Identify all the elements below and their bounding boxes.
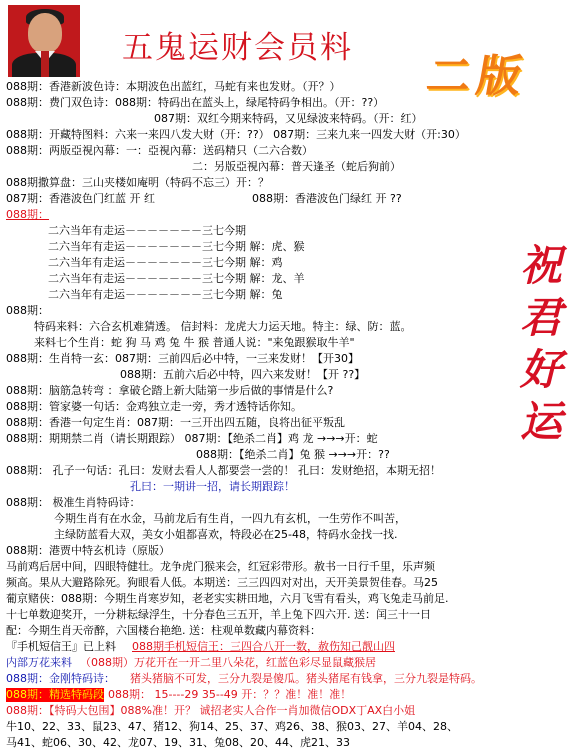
page-title: 五鬼运财会员料 xyxy=(122,30,353,66)
text-line: 088期：精选特码段 xyxy=(6,688,104,701)
portrait-tie xyxy=(41,51,49,77)
text-line: 特码来料：六合玄机难猜透。 信封料：龙虎大力运天地。特主：绿、防：蓝。 xyxy=(34,320,412,333)
text-line: 二六当年有走运－－－－－－－三七今期 解：鸡 xyxy=(48,256,283,269)
text-line: 葡京赌侠：088期：今期生肖寒岁知，老老实实耕田地，六月飞雪有看头，鸡飞兔走马前足. xyxy=(6,592,449,605)
text-line: 『手机短信王』已上料 xyxy=(6,640,116,653)
text-line: 088期：金刚特码诗： xyxy=(6,672,115,685)
text-line: 088期： 极准生肖特码诗： xyxy=(6,496,141,509)
portrait-photo xyxy=(8,5,80,77)
text-line: 088期：费门双色诗：088期：特码出在蓝头上，绿尾特码争相出。（开：??） xyxy=(6,96,385,109)
text-line: 088期：两版亞視內幕：一：亞視內幕：送码精只（二六合数） xyxy=(6,144,313,157)
text-line: 二六当年有走运－－－－－－－三七今期 xyxy=(48,224,246,237)
vertical-slogan: 祝君好运 xyxy=(519,241,562,446)
text-line: 088期：脑筋急转弯 ：拿破仑踏上新大陆第一步后做的事情是什么? xyxy=(6,384,334,397)
text-line: 088期： 孔子一句话：孔曰：发财去看人人都要尝一尝的！ 孔曰：发财绝招，本期无招！ xyxy=(6,464,441,477)
text-line: 二六当年有走运－－－－－－－三七今期 解：龙、羊 xyxy=(48,272,305,285)
text-line: 088期撒算盘：三山夹楼如庵明（特码不忘三）开：？ xyxy=(6,176,269,189)
text-line: 猪头猪脑不可发，三分九裂是傻瓜。猪头猪尾有钱拿，三分九裂是特码。 xyxy=(130,672,482,685)
text-line: 二六当年有走运－－－－－－－三七今期 解：兔 xyxy=(48,288,283,301)
text-line: 十七单数迎奖开，一分耕耘绿浮生，十分春色三五开，羊上兔下四六开. 送：闰三十一日 xyxy=(6,608,431,621)
text-line: 088期：港贾中特玄机诗（原版） xyxy=(6,544,170,557)
text-line: 087期：双红今期来特码，又见绿波来特码。（开：红） xyxy=(154,112,423,125)
text-line: 来料七个生肖：蛇 狗 马 鸡 兔 牛 猴 普通人说："来兔跟猴取牛羊" xyxy=(34,336,355,349)
text-line: 087期：香港波色门红蓝 开 红 xyxy=(6,192,155,205)
text-line: 088期：期期禁二肖（请长期跟踪） 087期：【绝杀二肖】鸡 龙 →→→开：蛇 xyxy=(6,432,378,445)
text-line: 二：另版亞視內幕：普天逢圣（蛇后狗前） xyxy=(192,160,401,173)
text-line: 088期：香港波色门绿红 开 ?? xyxy=(252,192,402,205)
text-line: 主绿防蓝看大双，美女小姐都喜欢，特段必在25-48，特码水金找一找. xyxy=(54,528,398,541)
text-line: 今期生肖有在水金，马前龙后有生肖，一四九有玄机，一生劳作不叫苦， xyxy=(54,512,406,525)
text-line: 088期：五前六后必中特，四六来发财！【开 ??】 xyxy=(120,368,366,381)
text-line: 088期： 15----29 35--49 开：？？准！准！准！ xyxy=(108,688,352,701)
text-line: 088期：【特码大包围】088%准！开？ 诚招老实人合作一肖加微信ODX丁AX白小姐 xyxy=(6,704,416,717)
text-line: 频高。果从大避路除死。狗眼看人低。本期送：三三四四对对出，天开美景贺佳春。马25 xyxy=(6,576,438,589)
text-line: 088期：【绝杀二肖】兔 猴 →→→开：?? xyxy=(196,448,390,461)
text-line: 088期：管家婆一句话：金鸡独立走一旁，秀才透特话你知。 xyxy=(6,400,302,413)
text-line: 088期：香港新波色诗：本期波色出蓝红，马蛇有来也发财。（开？） xyxy=(6,80,341,93)
portrait-face xyxy=(28,13,62,53)
text-line: 马前鸡后居中间，四眼特健壮。龙争虎门猴来会，红冠彩带形。赦书一日行千里，乐声频 xyxy=(6,560,435,573)
text-line: 088期：生肖特一玄：087期：三前四后必中特，一三来发财！【开30】 xyxy=(6,352,359,365)
text-line: 088期：香港一句定生肖：087期：一三开出四五随，良将出征平叛乱 xyxy=(6,416,345,429)
text-line: 马41、蛇06、30、42、龙07、19、31、兔08、20、44、虎21、33 xyxy=(6,736,350,749)
text-line: 088期： xyxy=(6,208,49,221)
text-line: 配：今期生肖天帝醉，六国楼台艳绝. 送：柱观单数藏内幕资料： xyxy=(6,624,321,637)
text-line: （088期）万花开在一开二里八朵花，红蓝色彩尽显鼠藏猴居 xyxy=(80,656,376,669)
text-line: 088期：开藏特图料：六来一来四八发大财（开：??） 087期：三来九来一四发大财（开:30） xyxy=(6,128,466,141)
text-line: 二六当年有走运－－－－－－－三七今期 解：虎、猴 xyxy=(48,240,305,253)
text-line: 牛10、22、33、鼠23、47、猪12、狗14、25、37、鸡26、38、猴03、27、羊04、28、 xyxy=(6,720,458,733)
text-line: 孔曰：一期讲一招，请长期跟踪！ xyxy=(130,480,295,493)
text-line: 内部万花来料 xyxy=(6,656,72,669)
edition-stamp: 二版 xyxy=(422,51,532,102)
text-line: 088期手机短信王：三四合八开一数，赦伤知己靓山四 xyxy=(132,640,395,653)
text-line: 088期： xyxy=(6,304,49,317)
